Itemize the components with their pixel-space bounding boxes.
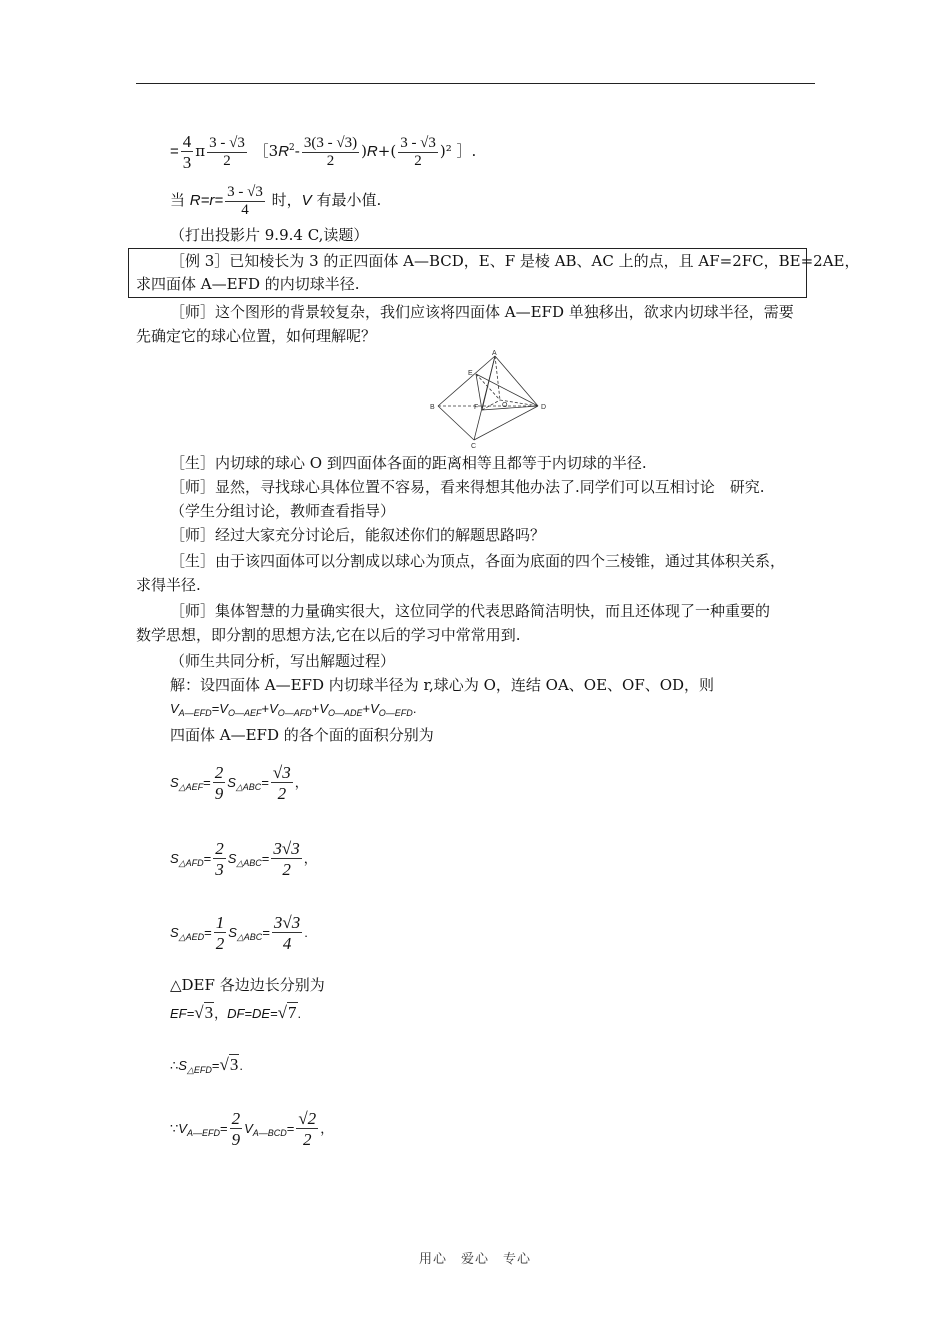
fraction-3-minus-root3-over-4: $\frac{3 - √3}{4}$ [227,183,263,218]
label-c: C [471,443,477,448]
student-remark-2-line2: 求得半径. [136,576,201,594]
edge-bc [438,406,474,440]
solution-line3: 四面体 A—EFD 的各个面的面积分别为 [170,726,434,744]
teacher-remark-4-line1: ［师］集体智慧的力量确实很大，这位同学的代表思路简洁明快，而且还体现了一种重要的 [170,602,771,620]
area-efd: $\therefore S_{\triangle EFD}=√3$. [170,1050,243,1082]
student-remark-2-line1: ［生］由于该四面体可以分割成以球心为顶点，各面为底面的四个三棱锥，通过其体积关系， [170,552,786,570]
example3-line1: ［例 3］已知棱长为 3 的正四面体 A—BCD，E、F 是棱 AB、AC 上的点，且 AF=2FC，BE=2AE， [170,252,860,270]
label-f: F [474,404,479,411]
formula-volume-expression: = $\frac{4}{3}$ π $\frac{3 - √3}{2}$ $[3R^2-$ $\frac{3(3 - √3)}{2}$ )R+( $\frac{3 - √3}{2}$ )² ］. [170,131,477,172]
teacher-remark-1-line1: ［师］这个图形的背景较复杂，我们应该将四面体 A—EFD 单独移出，欲求内切球半径，需要 [170,303,794,321]
def-side-lengths-heading: △DEF 各边边长分别为 [170,976,325,994]
def-side-lengths: EF=√3，DF=DE=√7. [170,998,301,1029]
teacher-remark-4-line2: 数学思想，即分割的思想方法,它在以后的学习中常常用到. [136,626,521,644]
line-fo [482,400,500,410]
volume-relation: $V_{A—EFD}=V_{O—AEF}+V_{O—AFD}+V_{O—ADE}+V_{O—EFD}$. [170,701,417,718]
teacher-remark-3: ［师］经过大家充分讨论后，能叙述你们的解题思路吗？ [170,526,546,544]
note-projector: （打出投影片 9.9.4 C,读题） [170,226,369,244]
formula-minimum-condition: 当 R=r= $\frac{3 - √3}{4}$ 时，V 有最小值. [170,183,382,218]
label-b: B [430,404,435,411]
volume-ratio: $\because V_{A—EFD}=$ $\frac{2}{9}$ $V_{A—BCD}=$ $\frac{√2}{2}$ ， [170,1109,334,1150]
area-aed: $S_{\triangle AED}=$ $\frac{1}{2}$ $S_{\triangle ABC}=$ $\frac{3√3}{4}$ . [170,913,308,954]
sqrt-3-b: √3 [219,1055,239,1074]
fraction-3-minus-root3-over-2: $\frac{3 - √3}{2}$ [209,134,245,169]
edge-ad [495,356,538,406]
header-rule [136,83,815,84]
example3-line2: 求四面体 A—EFD 的内切球半径. [136,275,360,293]
bracket-open: ［3 [253,142,279,160]
tetrahedron-figure [424,348,564,448]
solution-line1: 解：设四面体 A—EFD 内切球半径为 r,球心为 O，连结 OA、OE、OF、OD，则 [170,676,715,694]
teacher-remark-1-line2: 先确定它的球心位置，如何理解呢？ [136,327,377,345]
area-afd: $S_{\triangle AFD}=$ $\frac{2}{3}$ $S_{\triangle ABC}=$ $\frac{3√3}{2}$ ， [170,839,317,880]
sqrt-3: √3 [194,1003,214,1022]
fraction-four-thirds: $\frac{4}{3}$ [182,131,192,172]
page-footer: 用心 爱心 专心 [418,1252,531,1267]
label-d: D [541,404,547,411]
fraction-3-times-3-minus-root3-over-2: $\frac{3(3 - √3)}{2}$ [303,134,358,169]
student-remark-1: ［生］内切球的球心 O 到四面体各面的距离相等且都等于内切球的半径. [170,454,647,472]
edge-ab [438,356,495,406]
fraction-3-minus-root3-over-2-b: $\frac{3 - √3}{2}$ [400,134,436,169]
line-ao [495,356,500,400]
edge-fd [482,406,538,410]
area-aef: $S_{\triangle AEF}=$ $\frac{2}{9}$ $S_{\triangle ABC}=$ $\frac{√3}{2}$ ， [170,763,308,804]
note-group-discussion: （学生分组讨论，教师查看指导） [170,502,396,520]
sqrt-7: √7 [277,1003,297,1022]
note-joint-analysis: （师生共同分析，写出解题过程） [170,652,396,670]
label-e: E [468,370,473,377]
edge-cd [474,406,538,440]
pi-symbol: π [195,142,206,160]
label-o: O [502,402,508,409]
label-a: A [492,350,497,357]
equals-sign: = [170,143,179,160]
teacher-remark-2: ［师］显然，寻找球心具体位置不容易，看来得想其他办法了.同学们可以互相讨论 研究. [170,478,765,496]
